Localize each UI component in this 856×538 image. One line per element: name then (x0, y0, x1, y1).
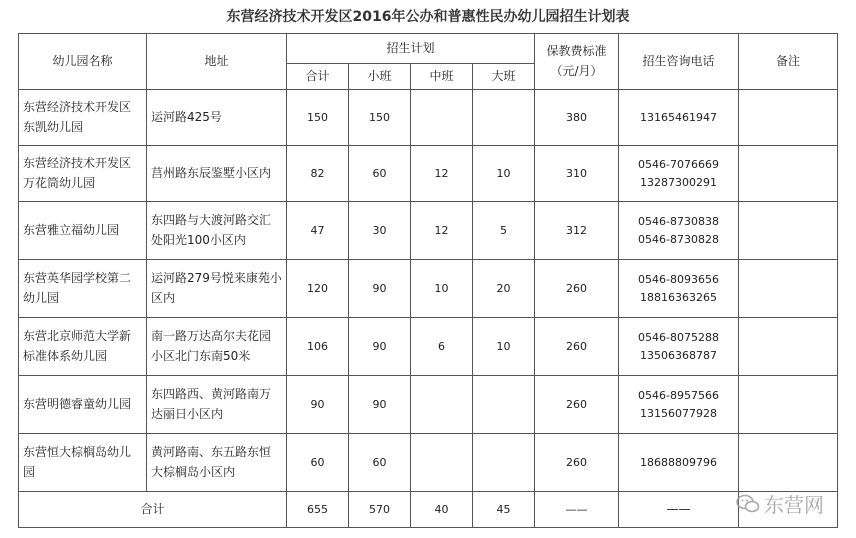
table-row (19, 202, 838, 260)
plan-total: 106 (287, 318, 349, 376)
phone-number: 13156077928 (640, 406, 717, 420)
header-fee-line2: （元/月） (550, 63, 603, 78)
header-plan: 招生计划 (287, 34, 535, 64)
fee-standard: 260 (535, 434, 619, 492)
plan-total: 150 (287, 90, 349, 146)
phone-number: 13506368787 (640, 348, 717, 362)
sum-small: 570 (349, 492, 411, 528)
fee-standard: 380 (535, 90, 619, 146)
kindergarten-address: 南一路万达高尔夫花园小区北门东南50米 (147, 318, 287, 376)
header-fee-line1: 保教费标准 (546, 44, 607, 59)
plan-middle: 10 (411, 260, 473, 318)
plan-small: 150 (349, 90, 411, 146)
phone-number: 0546-8075288 (638, 330, 719, 344)
header-note: 备注 (739, 34, 838, 90)
sum-middle: 40 (411, 492, 473, 528)
sum-phone: —— (619, 492, 739, 528)
table-row (19, 146, 838, 202)
plan-small: 90 (349, 376, 411, 434)
contact-phone (619, 318, 739, 376)
header-middle: 中班 (411, 64, 473, 90)
note (739, 376, 838, 434)
plan-small: 90 (349, 318, 411, 376)
header-fee (535, 34, 619, 90)
note (739, 90, 838, 146)
plan-large: 10 (473, 318, 535, 376)
table-row (19, 318, 838, 376)
kindergarten-address: 东四路西、黄河路南万达丽日小区内 (147, 376, 287, 434)
fee-standard: 260 (535, 376, 619, 434)
contact-phone (619, 434, 739, 492)
phone-number: 18816363265 (640, 290, 717, 304)
total-row (19, 492, 838, 528)
kindergarten-address: 东四路与大渡河路交汇处阳光100小区内 (147, 202, 287, 260)
plan-large (473, 376, 535, 434)
phone-number: 0546-8730838 (638, 214, 719, 228)
plan-small: 60 (349, 146, 411, 202)
table-row (19, 90, 838, 146)
table-row (19, 434, 838, 492)
enrollment-plan-table (18, 33, 838, 528)
fee-standard: 260 (535, 318, 619, 376)
kindergarten-address: 黄河路南、东五路东恒大棕榈岛小区内 (147, 434, 287, 492)
plan-large (473, 434, 535, 492)
page-title: 东营经济技术开发区2016年公办和普惠性民办幼儿园招生计划表 (226, 9, 630, 25)
chat-bubbles-icon (736, 494, 760, 514)
plan-large (473, 90, 535, 146)
note (739, 260, 838, 318)
plan-middle: 12 (411, 202, 473, 260)
contact-phone (619, 202, 739, 260)
plan-total: 90 (287, 376, 349, 434)
plan-middle (411, 376, 473, 434)
sum-total: 655 (287, 492, 349, 528)
plan-middle: 12 (411, 146, 473, 202)
phone-number: 0546-8093656 (638, 272, 719, 286)
phone-number: 13287300291 (640, 175, 717, 189)
phone-number: 0546-7076669 (638, 157, 719, 171)
plan-total: 47 (287, 202, 349, 260)
contact-phone (619, 376, 739, 434)
phone-number: 18688809796 (640, 455, 717, 469)
fee-standard: 312 (535, 202, 619, 260)
contact-phone (619, 90, 739, 146)
phone-number: 0546-8730828 (638, 232, 719, 246)
plan-middle (411, 434, 473, 492)
table-row (19, 260, 838, 318)
plan-small: 60 (349, 434, 411, 492)
watermark (736, 489, 824, 518)
sum-fee: —— (535, 492, 619, 528)
header-small: 小班 (349, 64, 411, 90)
note (739, 318, 838, 376)
plan-total: 60 (287, 434, 349, 492)
contact-phone (619, 260, 739, 318)
header-total: 合计 (287, 64, 349, 90)
phone-number: 13165461947 (640, 110, 717, 124)
fee-standard: 260 (535, 260, 619, 318)
contact-phone (619, 146, 739, 202)
plan-large: 10 (473, 146, 535, 202)
sum-large: 45 (473, 492, 535, 528)
plan-large: 20 (473, 260, 535, 318)
kindergarten-name: 东营英华园学校第二幼儿园 (19, 260, 147, 318)
header-phone: 招生咨询电话 (619, 34, 739, 90)
plan-middle (411, 90, 473, 146)
header-name: 幼儿园名称 (19, 34, 147, 90)
kindergarten-name: 东营恒大棕榈岛幼儿园 (19, 434, 147, 492)
kindergarten-name: 东营经济技术开发区东凯幼儿园 (19, 90, 147, 146)
kindergarten-name: 东营经济技术开发区万花筒幼儿园 (19, 146, 147, 202)
header-large: 大班 (473, 64, 535, 90)
plan-small: 30 (349, 202, 411, 260)
total-label: 合计 (19, 492, 287, 528)
fee-standard: 310 (535, 146, 619, 202)
table-row (19, 376, 838, 434)
kindergarten-name: 东营雅立福幼儿园 (19, 202, 147, 260)
note (739, 146, 838, 202)
plan-total: 120 (287, 260, 349, 318)
kindergarten-address: 运河路425号 (147, 90, 287, 146)
phone-number: 0546-8957566 (638, 388, 719, 402)
plan-middle: 6 (411, 318, 473, 376)
kindergarten-name: 东营明德睿童幼儿园 (19, 376, 147, 434)
header-address: 地址 (147, 34, 287, 90)
kindergarten-address: 运河路279号悦来康苑小区内 (147, 260, 287, 318)
note (739, 202, 838, 260)
plan-small: 90 (349, 260, 411, 318)
plan-large: 5 (473, 202, 535, 260)
watermark-text: 东营网 (764, 493, 824, 517)
kindergarten-address: 莒州路东辰鉴墅小区内 (147, 146, 287, 202)
header-row (19, 34, 838, 64)
plan-total: 82 (287, 146, 349, 202)
note (739, 434, 838, 492)
kindergarten-name: 东营北京师范大学新标准体系幼儿园 (19, 318, 147, 376)
